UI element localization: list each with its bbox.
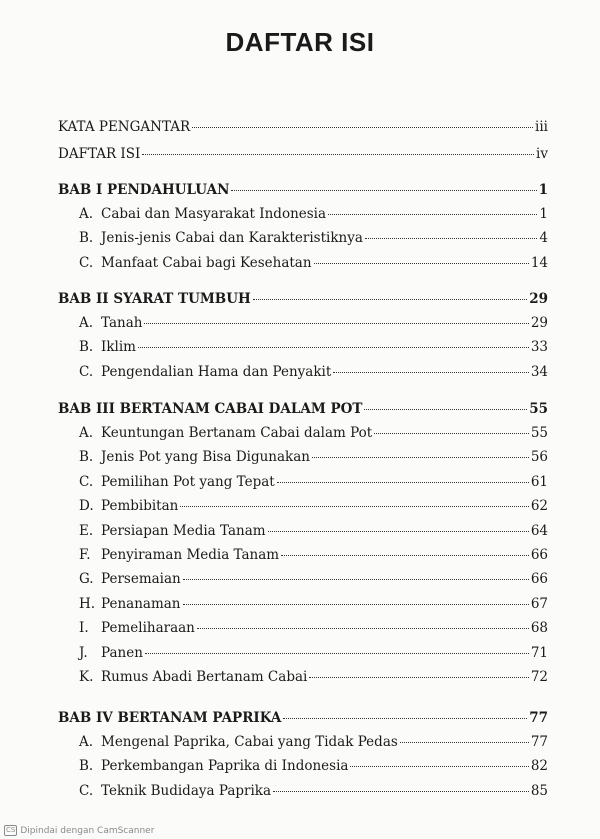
page-number: 71 [530,644,548,661]
section-letter: C. [79,363,94,380]
entry-label: Pemeliharaan [101,620,195,637]
section-letter: F. [79,547,91,563]
entry-label: Persiapan Media Tanam [101,522,266,539]
toc-section-row [79,314,548,332]
toc-chapter-row [58,400,548,418]
page-number: 72 [530,669,548,685]
section-letter: B. [79,339,94,356]
toc-section-row [79,546,548,564]
chapter-title: BAB III BERTANAM CABAI DALAM POT [58,401,363,417]
toc-chapter-row [58,181,548,199]
entry-label: Jenis-jenis Cabai dan Karakteristiknya [101,230,363,247]
page-number: 29 [529,291,548,307]
section-letter: B. [79,230,94,247]
page-number: 66 [530,547,548,563]
dot-leader [364,409,527,410]
page-number: 82 [530,758,548,775]
camscanner-logo-icon: CS [6,826,16,834]
page-number: 64 [530,522,548,539]
page-number: 1 [539,206,548,222]
section-letter: D. [79,498,94,515]
section-letter: G. [79,571,94,588]
entry-label: Penanaman [101,595,181,612]
section-letter: A. [79,315,94,331]
toc-section-row [79,522,548,540]
page-number: 77 [530,734,548,750]
entry-label: Tanah [101,315,143,331]
dot-leader [312,457,529,458]
page-number: 67 [530,595,548,612]
toc-section-row [79,424,548,442]
page-number: 66 [530,571,548,588]
chapter-title: BAB IV BERTANAM PAPRIKA [58,710,282,726]
page-number: 33 [530,339,548,356]
entry-label: Iklim [101,339,136,356]
entry-label: Mengenal Paprika, Cabai yang Tidak Pedas [101,734,398,750]
dot-leader [144,323,528,324]
page-number: 61 [530,473,548,490]
page-number: 14 [530,254,548,271]
section-letter: H. [79,595,96,612]
section-letter: J. [79,644,88,661]
section-letter: C. [79,473,94,490]
dot-leader [314,263,529,264]
dot-leader [283,718,527,719]
page-number: 85 [530,782,548,799]
dot-leader [374,433,529,434]
toc-section-row [79,448,548,466]
toc-chapter-row [58,709,548,727]
dot-leader [180,506,528,507]
entry-label: Persemaian [101,571,181,588]
page-number: 62 [530,498,548,515]
dot-leader [192,127,533,128]
entry-label: Panen [101,644,143,661]
entry-label: Teknik Budidaya Paprika [101,782,272,799]
toc-section-row [79,229,548,247]
dot-leader [333,372,529,373]
page-number: 55 [529,401,548,417]
entry-label: Cabai dan Masyarakat Indonesia [101,206,327,222]
section-letter: C. [79,254,94,271]
dot-leader [231,190,536,191]
dot-leader [365,238,538,239]
section-letter: B. [79,449,94,466]
page-number: 4 [539,230,548,247]
page-number: iii [535,119,548,135]
section-letter: I. [79,620,89,637]
dot-leader [253,299,527,300]
toc-section-row [79,254,548,272]
dot-leader [350,766,528,767]
dot-leader [273,791,529,792]
toc-front-matter-row [58,118,548,136]
page-number: 55 [530,425,548,441]
section-letter: E. [79,522,94,539]
entry-label: Pembibitan [101,498,179,515]
entry-label: Jenis Pot yang Bisa Digunakan [101,449,310,466]
chapter-title: BAB I PENDAHULUAN [58,182,230,198]
toc-front-matter-row [58,145,548,163]
toc-chapter-row [58,290,548,308]
page-number: 29 [530,315,548,331]
dot-leader [328,214,537,215]
dot-leader [183,579,529,580]
entry-label: Perkembangan Paprika di Indonesia [101,758,349,775]
entry-label: Pengendalian Hama dan Penyakit [101,363,332,380]
entry-label: Keuntungan Bertanam Cabai dalam Pot [101,425,373,441]
dot-leader [183,604,529,605]
toc-section-row [79,473,548,491]
section-letter: K. [79,669,94,685]
entry-label: Pemilihan Pot yang Tepat [101,473,275,490]
toc-section-row [79,733,548,751]
page-number: 1 [538,182,548,198]
chapter-title: BAB II SYARAT TUMBUH [58,291,251,307]
toc-section-row [79,668,548,686]
dot-leader [142,154,534,155]
toc-section-row [79,644,548,662]
dot-leader [277,482,529,483]
page-number: 77 [529,710,548,726]
toc-section-row [79,619,548,637]
section-letter: A. [79,206,94,222]
entry-label: Rumus Abadi Bertanam Cabai [101,669,308,685]
entry-label: Penyiraman Media Tanam [101,547,280,563]
toc-section-row [79,205,548,223]
dot-leader [145,653,529,654]
toc-section-row [79,782,548,800]
toc-section-row [79,497,548,515]
toc-section-row [79,338,548,356]
dot-leader [309,677,528,678]
dot-leader [281,555,529,556]
entry-label: KATA PENGANTAR [58,119,191,135]
entry-label: Manfaat Cabai bagi Kesehatan [101,254,312,271]
section-letter: A. [79,734,94,750]
toc-section-row [79,570,548,588]
toc-section-row [79,595,548,613]
toc-section-row [79,757,548,775]
section-letter: A. [79,425,94,441]
toc-section-row [79,363,548,381]
scanner-watermark [4,825,154,836]
dot-leader [197,628,529,629]
page-number: 34 [530,363,548,380]
section-letter: C. [79,782,94,799]
dot-leader [138,347,529,348]
dot-leader [400,742,529,743]
page-number: 68 [530,620,548,637]
page-number: 56 [530,449,548,466]
page-number: iv [536,146,548,162]
watermark-text: Dipindai dengan CamScanner [20,825,155,836]
dot-leader [268,531,529,532]
page-title: DAFTAR ISI [225,27,375,58]
section-letter: B. [79,758,94,775]
entry-label: DAFTAR ISI [58,146,141,162]
